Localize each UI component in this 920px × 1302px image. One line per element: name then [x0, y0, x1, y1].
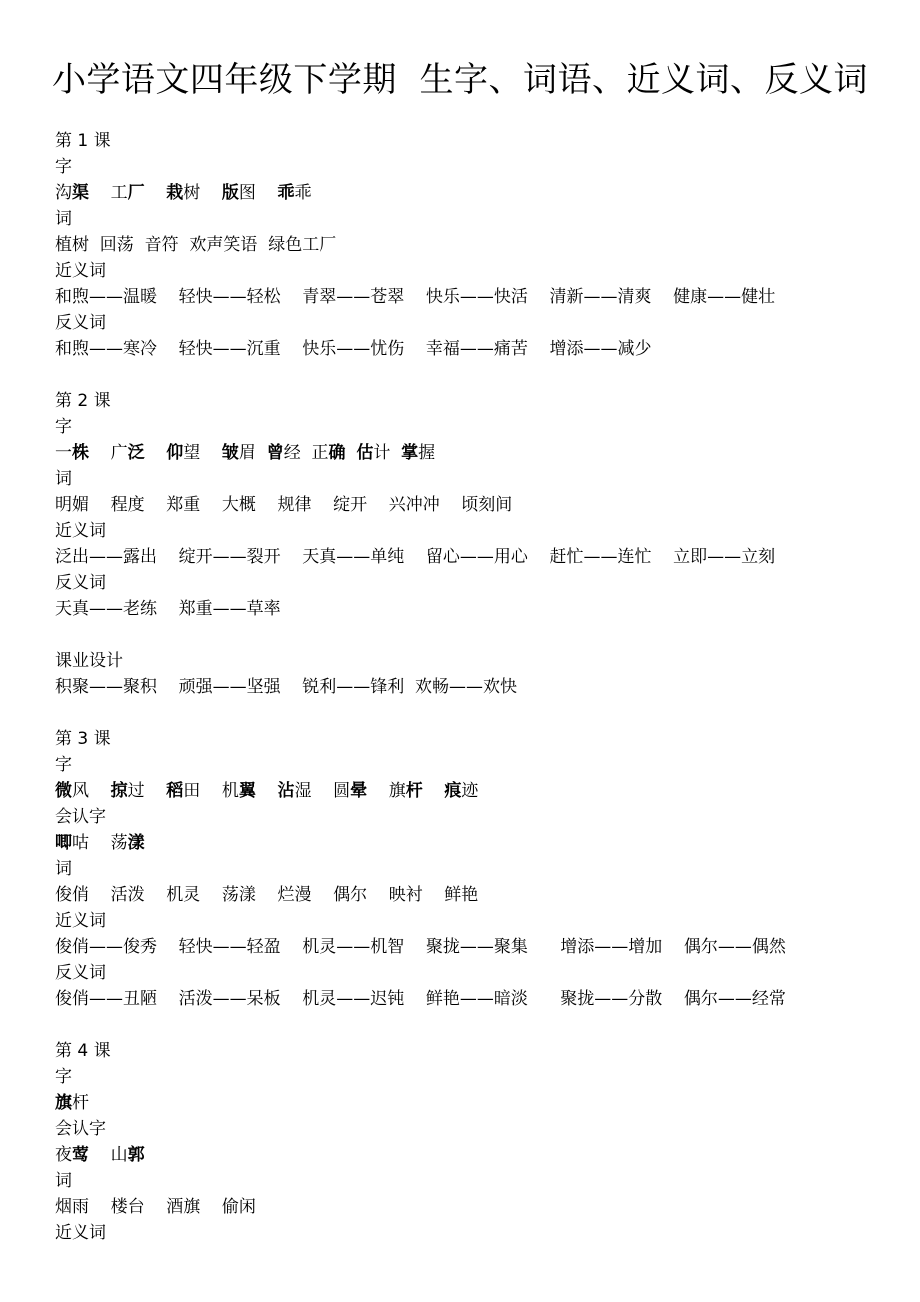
- blank-line: [55, 700, 915, 726]
- text-line: 近义词: [55, 911, 106, 931]
- character-text: 乖: [294, 183, 312, 203]
- character-line: [55, 1090, 915, 1116]
- text-line: 第 3 课: [55, 729, 111, 749]
- character-line: [55, 830, 915, 856]
- character-text: 旗: [367, 781, 406, 801]
- character-text: 湿 圆: [294, 781, 351, 801]
- blank-line: [55, 622, 915, 648]
- text-line: 会认字: [55, 1119, 106, 1139]
- character-text: 计: [373, 443, 402, 463]
- text-line: 泛出——露出 绽开——裂开 天真——单纯 留心——用心 赶忙——连忙 立即——立刻: [55, 547, 776, 567]
- text-line: 俊俏——丑陋 活泼——呆板 机灵——迟钝 鲜艳——暗淡 聚拢——分散 偶尔——经常: [55, 989, 786, 1009]
- text-line: 第 4 课: [55, 1041, 111, 1061]
- character-text: 图: [238, 183, 278, 203]
- text-line: 天真——老练 郑重——草率: [55, 599, 281, 619]
- text-line: 植树 回荡 音符 欢声笑语 绿色工厂: [55, 235, 337, 255]
- text-line: 近义词: [55, 1223, 106, 1243]
- text-line: 词: [55, 1171, 72, 1191]
- new-character-bold: 杆: [405, 781, 423, 801]
- document-body: [55, 128, 915, 1246]
- character-text: 过: [127, 781, 167, 801]
- text-line: 反义词: [55, 313, 106, 333]
- new-character-bold: 掠: [110, 781, 128, 801]
- text-line: 烟雨 楼台 酒旗 偷闲: [55, 1197, 256, 1217]
- character-text: 经 正: [283, 443, 329, 463]
- new-character-bold: 漾: [127, 833, 145, 853]
- page-title: 小学语文四年级下学期 生字、词语、近义词、反义词: [51, 60, 869, 100]
- character-line: [55, 440, 915, 466]
- text-line: 会认字: [55, 807, 106, 827]
- character-text: 田 机: [183, 781, 239, 801]
- text-line: 反义词: [55, 963, 106, 983]
- character-text: 咕 荡: [72, 833, 128, 853]
- text-line: 课业设计: [55, 651, 123, 671]
- blank-line: [55, 362, 915, 388]
- new-character-bold: 株: [72, 443, 89, 463]
- new-character-bold: 版: [221, 183, 239, 203]
- new-character-bold: 皱: [221, 443, 239, 463]
- new-character-bold: 郭: [127, 1145, 145, 1165]
- text-line: 俊俏 活泼 机灵 荡漾 烂漫 偶尔 映衬 鲜艳: [55, 885, 479, 905]
- character-text: [145, 443, 167, 463]
- text-line: 积聚——聚积 顽强——坚强 锐利——锋利 欢畅——欢快: [55, 677, 518, 697]
- character-text: 树: [183, 183, 222, 203]
- text-line: 字: [55, 755, 72, 775]
- text-line: 反义词: [55, 573, 106, 593]
- character-text: [423, 781, 445, 801]
- character-text: 工: [89, 183, 128, 203]
- text-line: 字: [55, 417, 72, 437]
- new-character-bold: 曾: [266, 443, 284, 463]
- character-text: [256, 781, 278, 801]
- character-line: [55, 778, 915, 804]
- text-line: 字: [55, 157, 72, 177]
- new-character-bold: 微: [55, 781, 72, 801]
- new-character-bold: 旗: [55, 1093, 72, 1113]
- blank-line: [55, 1012, 915, 1038]
- character-text: 山: [89, 1145, 128, 1165]
- character-text: 杆: [72, 1093, 89, 1113]
- text-line: 和煦——温暖 轻快——轻松 青翠——苍翠 快乐——快活 清新——清爽 健康——健壮: [55, 287, 776, 307]
- text-line: 第 1 课: [55, 131, 111, 151]
- character-line: [55, 1142, 915, 1168]
- new-character-bold: 估: [356, 443, 374, 463]
- character-text: 眉: [238, 443, 267, 463]
- text-line: 俊俏——俊秀 轻快——轻盈 机灵——机智 聚拢——聚集 增添——增加 偶尔——偶然: [55, 937, 786, 957]
- text-line: 词: [55, 859, 72, 879]
- text-line: 明媚 程度 郑重 大概 规律 绽开 兴冲冲 顷刻间: [55, 495, 513, 515]
- new-character-bold: 莺: [72, 1145, 89, 1165]
- new-character-bold: 渠: [72, 183, 89, 203]
- new-character-bold: 唧: [55, 833, 72, 853]
- new-character-bold: 翼: [238, 781, 256, 801]
- new-character-bold: 厂: [127, 183, 145, 203]
- new-character-bold: 仰: [166, 443, 184, 463]
- new-character-bold: 痕: [444, 781, 462, 801]
- text-line: 第 2 课: [55, 391, 111, 411]
- text-line: 和煦——寒冷 轻快——沉重 快乐——忧伤 幸福——痛苦 增添——减少: [55, 339, 652, 359]
- character-text: 沟: [55, 183, 72, 203]
- character-text: 一: [55, 443, 72, 463]
- new-character-bold: 沾: [277, 781, 295, 801]
- character-text: 望: [183, 443, 222, 463]
- character-text: [145, 183, 167, 203]
- new-character-bold: 泛: [127, 443, 145, 463]
- text-line: 近义词: [55, 521, 106, 541]
- text-line: 字: [55, 1067, 72, 1087]
- new-character-bold: 晕: [350, 781, 368, 801]
- character-text: 夜: [55, 1145, 72, 1165]
- new-character-bold: 栽: [166, 183, 184, 203]
- character-line: [55, 180, 915, 206]
- text-line: 词: [55, 469, 72, 489]
- character-text: [346, 443, 357, 463]
- new-character-bold: 乖: [277, 183, 295, 203]
- new-character-bold: 稻: [166, 781, 184, 801]
- text-line: 近义词: [55, 261, 106, 281]
- character-text: 广: [89, 443, 128, 463]
- text-line: 词: [55, 209, 72, 229]
- character-text: 握: [418, 443, 436, 463]
- character-text: 迹: [461, 781, 479, 801]
- new-character-bold: 确: [328, 443, 346, 463]
- character-text: 风: [72, 781, 111, 801]
- new-character-bold: 掌: [401, 443, 419, 463]
